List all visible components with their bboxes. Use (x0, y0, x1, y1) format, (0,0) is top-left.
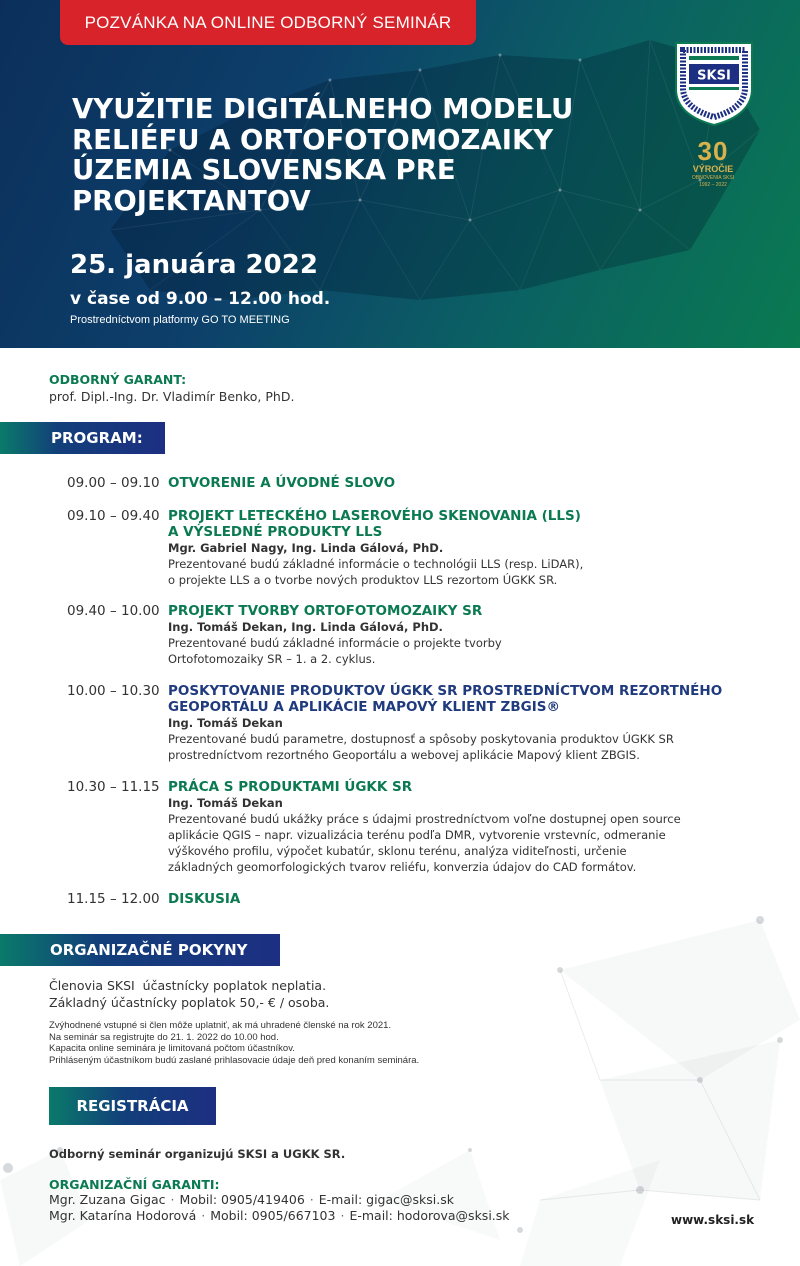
program-description (168, 811, 728, 875)
separator-dot: · (340, 1208, 345, 1223)
sksi-logo (674, 41, 754, 127)
guarantor-label: ODBORNÝ GARANT: (49, 372, 187, 387)
program-title-line: GEOPORTÁLU A APLIKÁCIE MAPOVÝ KLIENT ZBGIS® (168, 699, 560, 715)
program-time: 10.00 – 10.30 (67, 683, 160, 699)
contacts-label: ORGANIZAČNÍ GARANTI: (49, 1177, 220, 1192)
program-title-line: POSKYTOVANIE PRODUKTOV ÚGKK SR PROSTREDNÍCTVOM REZORTNÉHO (168, 683, 723, 699)
invitation-tag: POZVÁNKA NA ONLINE ODBORNÝ SEMINÁR (60, 0, 476, 45)
program-time: 09.10 – 09.40 (67, 508, 160, 524)
anniversary-number: 30 (697, 136, 729, 166)
description-line: Prezentované budú základné informácie o projekte tvorby (168, 636, 502, 650)
program-title: PROJEKT TVORBY ORTOFOTOMOZAIKY SR (168, 603, 483, 619)
note-line: Na seminár sa registrujte do 21. 1. 2022 do 10.00 hod. (49, 1031, 279, 1043)
anniversary-badge (680, 138, 746, 189)
contact-row (49, 1208, 510, 1224)
program-title (168, 508, 581, 540)
program-title-line: PROJEKT LETECKÉHO LASEROVÉHO SKENOVANIA (LLS) (168, 508, 581, 524)
program-speakers: Ing. Tomáš Dekan, Ing. Linda Gálová, PhD. (168, 620, 443, 634)
program-title-line: A VÝSLEDNÉ PRODUKTY LLS (168, 524, 383, 540)
program-time: 11.15 – 12.00 (67, 891, 160, 907)
contact-row (49, 1192, 510, 1208)
program-description (168, 731, 728, 763)
fee-line: Členovia SKSI účastnícky poplatok neplatia. (49, 978, 327, 993)
seminar-date: 25. januára 2022 (70, 250, 318, 280)
separator-dot: · (309, 1192, 314, 1207)
program-description (168, 556, 728, 588)
program-description (168, 635, 728, 667)
contact-name: Mgr. Zuzana Gigac (49, 1192, 166, 1207)
seminar-time: v čase od 9.00 – 12.00 hod. (70, 289, 331, 309)
seminar-title (72, 94, 632, 216)
program-speakers: Ing. Tomáš Dekan (168, 716, 283, 730)
organizers-line: Odborný seminár organizujú SKSI a UGKK SR. (49, 1147, 346, 1161)
note-line: Prihláseným účastníkom budú zaslané prihlasovacie údaje deň pred konaním seminára. (49, 1054, 420, 1066)
logo-text: SKSI (697, 68, 731, 84)
expert-guarantor (49, 372, 294, 404)
organization-notes (49, 1020, 419, 1066)
description-line: Prezentované budú parametre, dostupnosť a spôsoby poskytovania produktov ÚGKK SR (168, 732, 674, 746)
description-line: o projekte LLS a o tvorbe nových produktov LLS rezortom ÚGKK SR. (168, 573, 558, 587)
program-title: DISKUSIA (168, 891, 241, 907)
program-speakers: Mgr. Gabriel Nagy, Ing. Linda Gálová, PhD. (168, 541, 444, 555)
title-line: PROJEKTANTOV (72, 184, 311, 217)
anniversary-label: VÝROČIE (692, 164, 734, 174)
program-time: 10.30 – 11.15 (67, 779, 160, 795)
note-line: Kapacita online seminára je limitovaná počtom účastníkov. (49, 1043, 295, 1054)
description-line: Prezentované budú základné informácie o technológii LLS (resp. LiDAR), (168, 557, 584, 571)
anniversary-sub2: 1992 – 2022 (699, 182, 727, 188)
program-title: OTVORENIE A ÚVODNÉ SLOVO (168, 475, 396, 491)
description-line: Prezentované budú ukážky práce s údajmi prostredníctvom voľne dostupnej open source (168, 812, 681, 826)
program-time: 09.00 – 09.10 (67, 475, 160, 491)
program-time: 09.40 – 10.00 (67, 603, 160, 619)
title-line: VYUŽITIE DIGITÁLNEHO MODELU (72, 93, 574, 125)
anniversary-sub1: OBNOVENIA SKSI (691, 175, 735, 181)
description-line: základných geomorfologických tvarov reliéfu, konverzia údajov do CAD formátov. (168, 860, 637, 874)
guarantor-name: prof. Dipl.-Ing. Dr. Vladimír Benko, PhD. (49, 389, 295, 404)
organization-heading: ORGANIZAČNÉ POKYNY (0, 934, 280, 966)
organization-info (49, 977, 329, 1011)
program-title (168, 683, 722, 715)
title-line: ÚZEMIA SLOVENSKA PRE (72, 154, 456, 186)
contact-phone: Mobil: 0905/419406 (179, 1192, 305, 1207)
fee-line: Základný účastnícky poplatok 50,- € / osoba. (49, 995, 330, 1010)
seminar-platform: Prostredníctvom platformy GO TO MEETING (70, 314, 290, 326)
separator-dot: · (201, 1208, 206, 1223)
description-line: výškového profilu, výpočet kubatúr, sklonu terénu, analýza viditeľnosti, určenie (168, 844, 627, 858)
title-line: RELIÉFU A ORTOFOTOMOZAIKY (72, 123, 554, 156)
program-speakers: Ing. Tomáš Dekan (168, 796, 283, 810)
separator-dot: · (170, 1192, 175, 1207)
header-banner (0, 0, 800, 348)
registration-button[interactable]: REGISTRÁCIA (49, 1087, 216, 1125)
description-line: aplikácie QGIS – napr. vizualizácia terénu podľa DMR, vytvorenie vrstevníc, odmeranie (168, 828, 666, 842)
description-line: Ortofotomozaiky SR – 1. a 2. cyklus. (168, 652, 376, 666)
contact-name: Mgr. Katarína Hodorová (49, 1208, 197, 1223)
program-heading: PROGRAM: (0, 422, 165, 454)
contact-email[interactable]: E-mail: hodorova@sksi.sk (349, 1208, 510, 1223)
website-link[interactable]: www.sksi.sk (671, 1213, 755, 1227)
note-line: Zvýhodnené vstupné si člen môže uplatniť, ak má uhradené členské na rok 2021. (49, 1020, 392, 1031)
organizing-guarantors (49, 1177, 510, 1224)
contact-phone: Mobil: 0905/667103 (210, 1208, 336, 1223)
description-line: prostredníctvom rezortného Geoportálu a webovej aplikácie Mapový klient ZBGIS. (168, 748, 640, 762)
program-title: PRÁCA S PRODUKTAMI ÚGKK SR (168, 779, 413, 795)
contact-email[interactable]: E-mail: gigac@sksi.sk (318, 1192, 454, 1207)
